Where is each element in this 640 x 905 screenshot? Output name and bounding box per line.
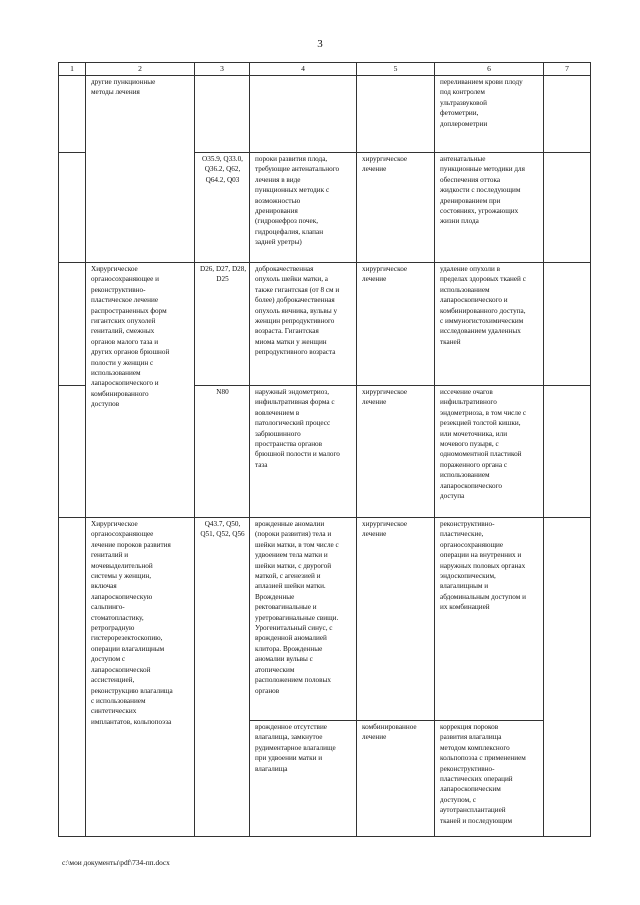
treatment-type-cell: хирургическое лечение [357, 518, 435, 721]
method-cell: Хирургическое органосохраняющее лечение пороков развития гениталий и мочевыделительной системы у женщин, включая лапароскопическую сальпинго- стоматопластику, ретроградную гистерорезектоскопию, операции влагалищным доступом с лапароскопической ассистенцией, реконструкцию влагалища с использованием синтетических имплантатов, кольпопоэза [86, 518, 195, 837]
number-cell [59, 76, 86, 153]
column-header-2: 2 [86, 63, 195, 76]
column-header-1: 1 [59, 63, 86, 76]
cost-cell [544, 518, 591, 837]
diagnosis-cell: доброкачественная опухоль шейки матки, а также гигантская (от 8 см и более) доброкачественная опухоль яичника, вульвы у женщин репродуктивного возраста. Гигантская миома матки у женщин репродуктивного возраста [250, 263, 357, 386]
method-cell: Хирургическое органосохраняющее и реконструктивно- пластическое лечение распространенных форм гигантских опухолей гениталий, смежных органов малого таза и других органов брюшной полости у женщин с использованием лапароскопического и комбинированного доступов [86, 263, 195, 518]
number-cell [59, 386, 86, 518]
codes-cell: Q43.7, Q50, Q51, Q52, Q56 [195, 518, 250, 837]
cost-cell [544, 76, 591, 153]
diagnosis-cell: врожденное отсутствие влагалища, замкнутое рудиментарное влагалище при удвоении матки и влагалища [250, 721, 357, 837]
codes-cell: O35.9, Q33.0, Q36.2, Q62, Q64.2, Q03 [195, 153, 250, 263]
cost-cell [544, 153, 591, 263]
diagnosis-cell: врожденные аномалии (пороки развития) тела и шейки матки, в том числе с удвоением тела матки и шейки матки, с двурогой маткой, с агенезией и аплазией шейки матки. Врожденные ректовагинальные и уретровагинальные свищи. Урогенитальный синус, с врожденной аномалией клитора. Врожденные аномалии вульвы с атопическим расположением половых органов [250, 518, 357, 721]
treatment-method-cell: иссечение очагов инфильтративного эндометриоза, в том числе с резекцией толстой кишки, или мочеточника, или мочевого пузыря, с одномоментной пластикой пораженного органа с использованием лапароскопического доступа [435, 386, 544, 518]
treatment-type-cell: хирургическое лечение [357, 386, 435, 518]
column-header-3: 3 [195, 63, 250, 76]
treatment-type-cell [357, 76, 435, 153]
treatment-method-cell: удаление опухоли в пределах здоровых тканей с использованием лапароскопического и комбинированного доступа, с иммуногистохимическим исследованием удаленных тканей [435, 263, 544, 386]
header-row [59, 63, 591, 76]
diagnosis-cell [250, 76, 357, 153]
table-row [59, 153, 591, 263]
column-header-6: 6 [435, 63, 544, 76]
treatment-method-cell: коррекция пороков развития влагалища методом комплексного кольпопоэза с применением реконструктивно- пластических операций лапароскопическим доступом, с аутотрансплантацией тканей и последующим [435, 721, 544, 837]
codes-cell: D26, D27, D28, D25 [195, 263, 250, 386]
treatment-type-cell: комбинированное лечение [357, 721, 435, 837]
number-cell [59, 153, 86, 263]
codes-cell: N80 [195, 386, 250, 518]
treatment-method-cell: переливанием крови плоду под контролем ультразвуковой фетометрии, доплерометрии [435, 76, 544, 153]
cost-cell [544, 386, 591, 518]
page-number: 3 [317, 38, 323, 50]
table-row [59, 76, 591, 153]
cost-cell [544, 263, 591, 386]
diagnosis-cell: пороки развития плода, требующие антенатального лечения в виде пункционных методик с возможностью дренирования (гидронефроз почек, гидроцефалия, клапан задней уретры) [250, 153, 357, 263]
treatment-type-cell: хирургическое лечение [357, 153, 435, 263]
table-row [59, 518, 591, 721]
column-header-7: 7 [544, 63, 591, 76]
number-cell [59, 518, 86, 837]
medical-care-table [58, 62, 591, 837]
column-header-5: 5 [357, 63, 435, 76]
file-path-footer: c:\мои документы\pdf\734-пп.docx [62, 858, 170, 867]
method-cell [86, 153, 195, 263]
treatment-method-cell: антенатальные пункционные методики для обеспечения оттока жидкости с последующим дренированием при состояниях, угрожающих жизни плода [435, 153, 544, 263]
treatment-type-cell: хирургическое лечение [357, 263, 435, 386]
column-header-4: 4 [250, 63, 357, 76]
number-cell [59, 263, 86, 386]
table-row [59, 263, 591, 386]
treatment-method-cell: реконструктивно- пластические, органосохраняющие операции на внутренних и наружных половых органах эндоскопическим, влагалищным и абдоминальным доступом и их комбинацией [435, 518, 544, 721]
method-cell: другие пункционные методы лечения [86, 76, 195, 153]
diagnosis-cell: наружный эндометриоз, инфильтративная форма с вовлечением в патологический процесс забрюшинного пространства органов брюшной полости и малого таза [250, 386, 357, 518]
codes-cell [195, 76, 250, 153]
